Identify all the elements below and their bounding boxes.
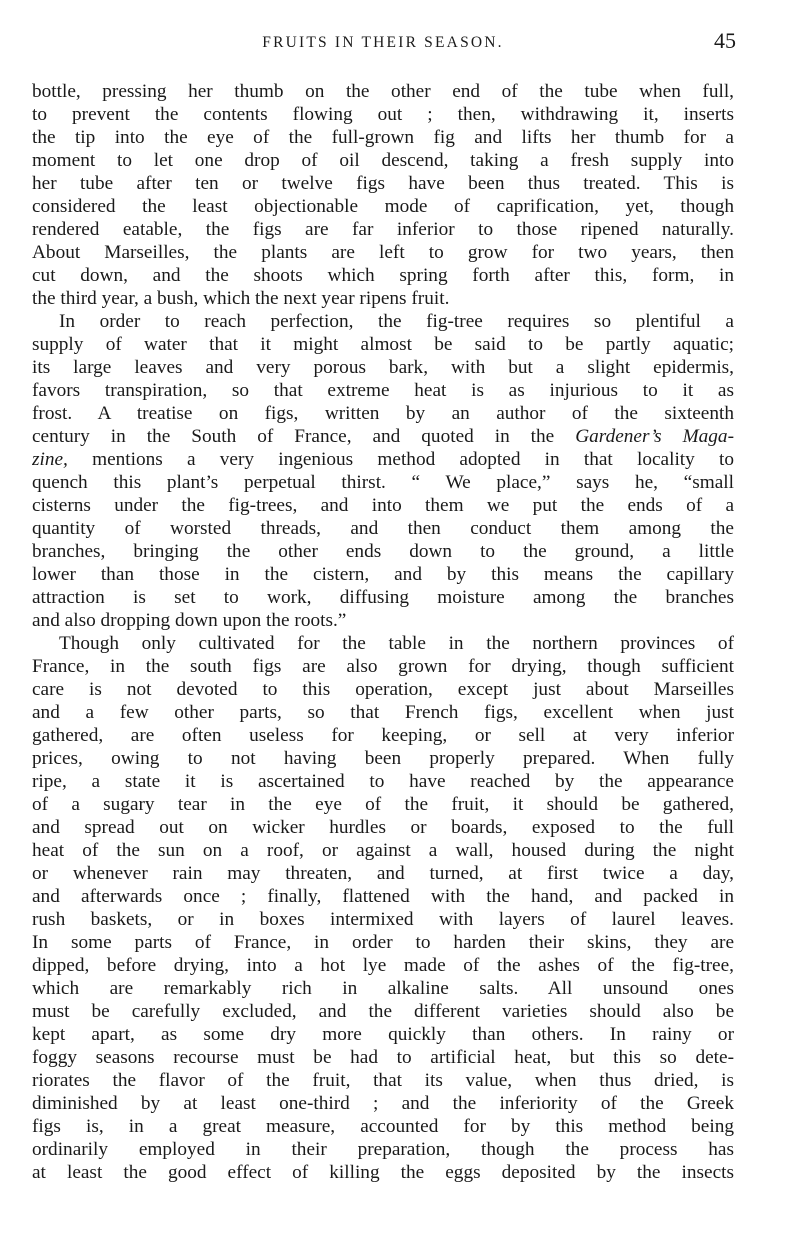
text-line: cisterns under the fig-trees, and into them we put the ends of a <box>32 495 734 516</box>
text-line: In some parts of France, in order to harden their skins, they are <box>32 932 734 953</box>
text-line: Though only cultivated for the table in the northern provinces of <box>59 633 734 654</box>
text-line: attraction is set to work, diffusing moisture among the branches <box>32 587 734 608</box>
text-line: frost. A treatise on figs, written by an author of the sixteenth <box>32 403 734 424</box>
text-line: her tube after ten or twelve figs have been thus treated. This is <box>32 173 734 194</box>
text-line: supply of water that it might almost be said to be partly aquatic; <box>32 334 734 355</box>
text-line: to prevent the contents flowing out ; then, withdrawing it, inserts <box>32 104 734 125</box>
text-line: or whenever rain may threaten, and turned, at first twice a day, <box>32 863 734 884</box>
text-line: and spread out on wicker hurdles or boards, exposed to the full <box>32 817 734 838</box>
running-head <box>32 28 734 62</box>
running-title: FRUITS IN THEIR SEASON. <box>262 34 504 51</box>
text-line: century in the South of France, and quoted in the Gardener’s Maga- <box>32 426 734 447</box>
text-line: About Marseilles, the plants are left to grow for two years, then <box>32 242 734 263</box>
text-line: France, in the south figs are also grown for drying, though sufficient <box>32 656 734 677</box>
text-line: must be carefully excluded, and the different varieties should also be <box>32 1001 734 1022</box>
text-line: zine, mentions a very ingenious method adopted in that locality to <box>32 449 734 470</box>
text-line: favors transpiration, so that extreme heat is as injurious to it as <box>32 380 734 401</box>
text-line: and afterwards once ; finally, flattened with the hand, and packed in <box>32 886 734 907</box>
book-page <box>32 28 734 1184</box>
text-line: its large leaves and very porous bark, with but a slight epidermis, <box>32 357 734 378</box>
text-line: quantity of worsted threads, and then conduct them among the <box>32 518 734 539</box>
text-line: riorates the flavor of the fruit, that its value, when thus dried, is <box>32 1070 734 1091</box>
text-line: kept apart, as some dry more quickly than others. In rainy or <box>32 1024 734 1045</box>
text-line: cut down, and the shoots which spring forth after this, form, in <box>32 265 734 286</box>
text-line: which are remarkably rich in alkaline salts. All unsound ones <box>32 978 734 999</box>
text-line: rendered eatable, the figs are far inferior to those ripened naturally. <box>32 219 734 240</box>
text-line: ripe, a state it is ascertained to have reached by the appearance <box>32 771 734 792</box>
text-line: dipped, before drying, into a hot lye made of the ashes of the fig-tree, <box>32 955 734 976</box>
text-line: heat of the sun on a roof, or against a wall, housed during the night <box>32 840 734 861</box>
text-line: the third year, a bush, which the next year ripens fruit. <box>32 288 450 309</box>
text-line: prices, owing to not having been properly prepared. When fully <box>32 748 734 769</box>
text-line: lower than those in the cistern, and by this means the capillary <box>32 564 734 585</box>
text-line: at least the good effect of killing the eggs deposited by the insects <box>32 1162 734 1183</box>
text-line: considered the least objectionable mode of caprification, yet, though <box>32 196 734 217</box>
text-line: and a few other parts, so that French figs, excellent when just <box>32 702 734 723</box>
text-line: moment to let one drop of oil descend, taking a fresh supply into <box>32 150 734 171</box>
text-line: ordinarily employed in their preparation, though the process has <box>32 1139 734 1160</box>
text-line: quench this plant’s perpetual thirst. “ We place,” says he, “small <box>32 472 734 493</box>
text-line: rush baskets, or in boxes intermixed with layers of laurel leaves. <box>32 909 734 930</box>
text-line: figs is, in a great measure, accounted for by this method being <box>32 1116 734 1137</box>
text-line: of a sugary tear in the eye of the fruit, it should be gathered, <box>32 794 734 815</box>
text-line: care is not devoted to this operation, except just about Marseilles <box>32 679 734 700</box>
text-line: and also dropping down upon the roots.” <box>32 610 347 631</box>
text-line: foggy seasons recourse must be had to artificial heat, but this so dete- <box>32 1047 734 1068</box>
body-text <box>32 80 734 1184</box>
text-line: the tip into the eye of the full-grown fig and lifts her thumb for a <box>32 127 734 148</box>
text-line: branches, bringing the other ends down to the ground, a little <box>32 541 734 562</box>
text-line: bottle, pressing her thumb on the other end of the tube when full, <box>32 81 734 102</box>
text-line: diminished by at least one-third ; and the inferiority of the Greek <box>32 1093 734 1114</box>
text-line: In order to reach perfection, the fig-tree requires so plentiful a <box>59 311 734 332</box>
page-number: 45 <box>714 28 736 53</box>
text-line: gathered, are often useless for keeping, or sell at very inferior <box>32 725 734 746</box>
